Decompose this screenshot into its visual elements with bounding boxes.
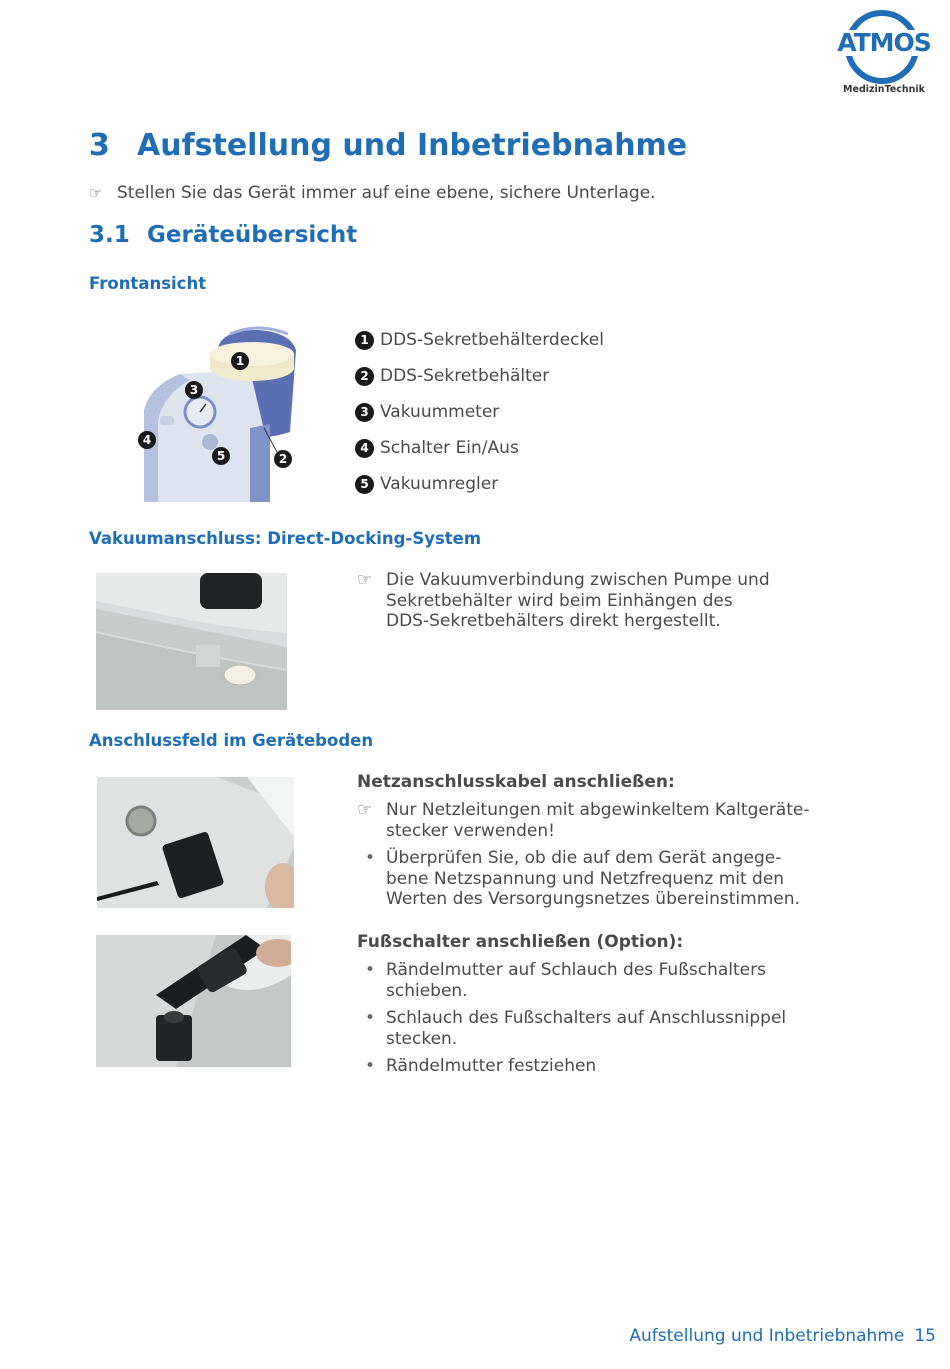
- fuss-item-1-line-1: Rändelmutter auf Schlauch des Fußschalters: [386, 960, 766, 980]
- legend-item-5: [355, 474, 498, 494]
- legend-item-1: [355, 330, 604, 350]
- fuss-block: [357, 932, 797, 1082]
- legend-number: 1: [355, 331, 374, 350]
- bullet-icon: •: [365, 1056, 376, 1076]
- netz-item-2-line-2: bene Netzspannung und Netzfrequenz mit den: [386, 868, 785, 889]
- section-intro: [89, 183, 656, 203]
- netz-item-2-line-3: Werten des Versorgungsnetzes übereinstimmen.: [386, 889, 800, 909]
- legend-number: 4: [355, 439, 374, 458]
- bullet-icon: •: [365, 960, 376, 980]
- legend-number: 3: [355, 403, 374, 422]
- legend-number: 2: [355, 367, 374, 386]
- frontansicht-heading: Frontansicht: [89, 274, 207, 293]
- section-title: Aufstellung und Inbetriebnahme: [137, 128, 688, 163]
- subsection-title: Geräteübersicht: [147, 222, 358, 248]
- vakuum-note: [357, 570, 777, 640]
- legend-item-3: [355, 402, 499, 422]
- subsection-number: 3.1: [89, 222, 130, 248]
- page-number: 15: [914, 1326, 936, 1346]
- vakuum-heading: Vakuumanschluss: Direct-Docking-System: [89, 529, 482, 548]
- netz-block: [357, 772, 810, 922]
- logo-wordmark: ATMOS: [837, 28, 931, 57]
- legend-item-4: [355, 438, 519, 458]
- logo-subtitle: MedizinTechnik: [843, 84, 925, 95]
- section-heading: [89, 128, 687, 163]
- netz-item-1-line-1: Nur Netzleitungen mit abgewinkeltem Kaltgeräte-: [386, 800, 810, 820]
- fuss-item-2-line-2: stecken.: [386, 1028, 458, 1049]
- footer-title: Aufstellung und Inbetriebnahme: [629, 1326, 905, 1346]
- pointing-hand-icon: ☞: [89, 184, 103, 202]
- legend-label: Schalter Ein/Aus: [380, 438, 519, 458]
- docking-system-image: [96, 573, 287, 710]
- legend-label: Vakuummeter: [380, 402, 500, 422]
- netz-title: Netzanschlusskabel anschließen:: [357, 772, 675, 792]
- svg-text:5: 5: [216, 449, 226, 463]
- svg-text:1: 1: [235, 354, 245, 368]
- vakuum-line-3: DDS-Sekretbehälters direkt hergestellt.: [386, 611, 721, 631]
- pointing-hand-icon: ☞: [357, 570, 373, 590]
- legend-label: DDS-Sekretbehälter: [380, 366, 550, 386]
- section-number: 3: [89, 128, 110, 163]
- vakuum-line-2: Sekretbehälter wird beim Einhängen des: [386, 590, 733, 611]
- page-footer: [629, 1326, 936, 1346]
- svg-text:3: 3: [189, 383, 199, 397]
- subsection-heading: [89, 222, 357, 248]
- fuss-item-3-line-1: Rändelmutter festziehen: [386, 1056, 597, 1076]
- bullet-icon: •: [365, 1008, 376, 1028]
- device-front-image: [130, 324, 302, 502]
- svg-text:4: 4: [142, 433, 152, 447]
- pointing-hand-icon: ☞: [357, 800, 373, 820]
- foot-switch-connector-image: [96, 935, 291, 1067]
- netz-item-2-line-1: Überprüfen Sie, ob die auf dem Gerät angege-: [386, 848, 782, 868]
- legend-label: DDS-Sekretbehälterdeckel: [380, 330, 604, 350]
- legend-label: Vakuumregler: [380, 474, 499, 494]
- power-socket-image: [97, 777, 294, 908]
- legend-number: 5: [355, 475, 374, 494]
- bullet-icon: •: [365, 848, 376, 868]
- intro-text: Stellen Sie das Gerät immer auf eine ebene, sichere Unterlage.: [117, 183, 656, 203]
- vakuum-line-1: Die Vakuumverbindung zwischen Pumpe und: [386, 570, 770, 590]
- svg-text:2: 2: [278, 452, 288, 466]
- anschluss-heading: Anschlussfeld im Geräteboden: [89, 731, 374, 750]
- fuss-item-1-line-2: schieben.: [386, 980, 468, 1001]
- fuss-item-2-line-1: Schlauch des Fußschalters auf Anschlussnippel: [386, 1008, 787, 1028]
- netz-item-1-line-2: stecker verwenden!: [386, 820, 555, 841]
- fuss-title: Fußschalter anschließen (Option):: [357, 932, 684, 952]
- legend-item-2: [355, 366, 549, 386]
